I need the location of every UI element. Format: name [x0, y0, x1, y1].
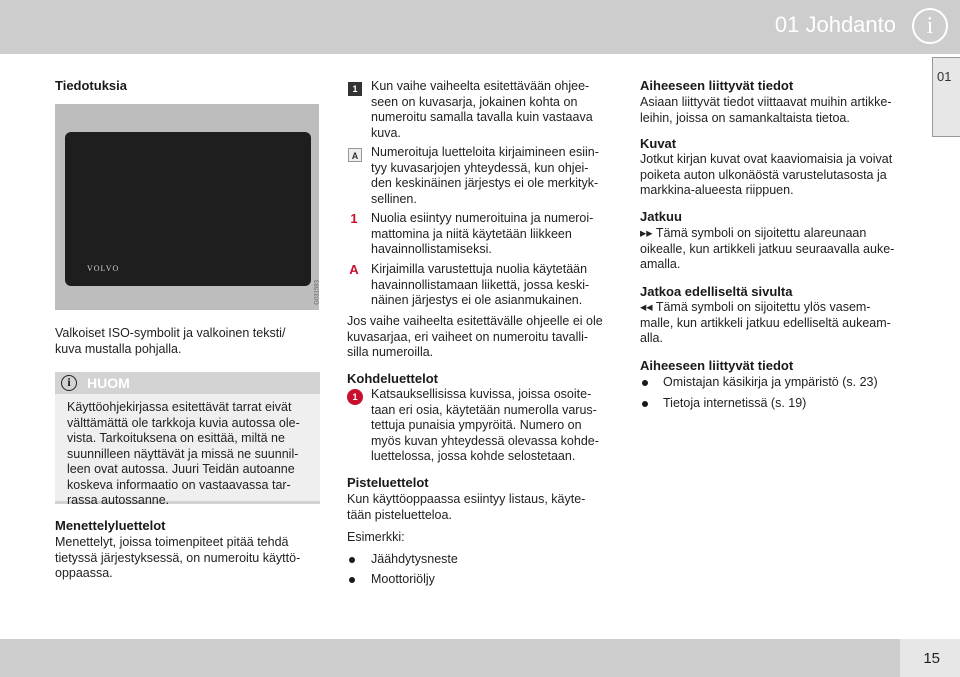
- heading-jatkoa: Jatkoa edelliseltä sivulta: [640, 284, 793, 299]
- chapter-title: 01 Johdanto: [774, 12, 896, 37]
- note-body: Käyttöohjekirjassa esitettävät tarrat eivät välttämättä ole tarkkoja kuvia autossa ole- vista. Tarkoituksena on esittää, miltä ne suunnilleen näyttävät ja missä ne suunnil- leen ovat autossa. Juuri Teidän autoanne koskeva informaatio on vastaavassa tar- rassa autossanne.: [55, 394, 320, 504]
- bullet-dot-icon: [349, 577, 355, 583]
- heading-menettelyluettelot: Menettelyluettelot: [55, 518, 166, 533]
- note-header: [55, 372, 320, 394]
- bullet-dot-icon: [349, 557, 355, 563]
- related-text: Asiaan liittyvät tiedot viittaavat muihin artikke- leihin, joissa on samankaltaista tietoa.: [640, 95, 892, 125]
- item-lettered-lists: Numeroituja luetteloita kirjaimineen esiin- tyy kuvasarjojen yhteydessä, kun ohjei- den keskinäinen järjestys ei ole merkityk- sellinen.: [371, 145, 599, 206]
- menettely-text: Menettelyt, joissa toimenpiteet pitää tehdä tietyssä järjestyksessä, on numeroitu käyttö- oppaassa.: [55, 535, 301, 580]
- piste-text: Kun käyttöoppaassa esiintyy listaus, käyte- tään pisteluetteloa.: [347, 492, 586, 522]
- list-item: Jäähdytysneste: [371, 552, 458, 566]
- jatkuu-text: ▸▸ Tämä symboli on sijoitettu alareunaan oikealle, kun artikkeli jatkuu seuraavalla auke- amalla.: [640, 226, 895, 271]
- heading-related-info: Aiheeseen liittyvät tiedot: [640, 78, 794, 93]
- header-bar: [0, 0, 960, 54]
- red-circle-number-icon: 1: [347, 389, 363, 405]
- heading-jatkuu: Jatkuu: [640, 209, 682, 224]
- list-item: Moottoriöljy: [371, 572, 435, 586]
- bullet-dot-icon: [642, 401, 648, 407]
- related-link-owners-manual[interactable]: Omistajan käsikirja ja ympäristö (s. 23): [663, 375, 878, 389]
- chapter-side-tab-label: 01: [937, 69, 952, 84]
- heading-pisteluettelot: Pisteluettelot: [347, 475, 429, 490]
- item-lettered-arrows: Kirjaimilla varustettuja nuolia käytetään havainnollistamaan liikettä, jossa keski- näinen järjestys ei ole asianmukainen.: [371, 262, 590, 307]
- page-number-tab: [900, 639, 960, 677]
- example-label: Esimerkki:: [347, 530, 405, 544]
- volvo-logo: VOLVO: [87, 264, 120, 273]
- label-photo: [55, 104, 319, 310]
- bullet-dot-icon: [642, 380, 648, 386]
- footer-bar: [0, 639, 960, 677]
- step-number-symbol: 1: [348, 82, 362, 96]
- heading-related-info-2: Aiheeseen liittyvät tiedot: [640, 358, 794, 373]
- continue-arrows-icon: ▸▸: [640, 226, 653, 240]
- related-link-internet-info[interactable]: Tietoja internetissä (s. 19): [663, 396, 807, 410]
- step-letter-symbol: A: [348, 148, 362, 162]
- page-number: 15: [923, 650, 940, 667]
- item-step-images: Kun vaihe vaiheelta esitettävään ohjee- seen on kuvasarja, jokainen kohta on numeroitu samalla tavalla kuin vastaava kuva.: [371, 79, 593, 140]
- image-code: G031593: [315, 280, 321, 305]
- numbered-arrow-icon: 1: [350, 211, 358, 226]
- black-display-panel: [65, 132, 311, 286]
- info-icon: i: [912, 8, 948, 44]
- kuvat-text: Jotkut kirjan kuvat ovat kaaviomaisia ja voivat poiketa auton ulkonäöstä varustelutasosta ja markkina-alueesta riippuen.: [640, 152, 893, 197]
- lettered-arrow-icon: A: [349, 262, 359, 277]
- heading-kuvat: Kuvat: [640, 136, 677, 151]
- note-title: HUOM: [87, 375, 130, 391]
- back-arrows-icon: ◂◂: [640, 300, 653, 314]
- chapter-side-tab[interactable]: [932, 57, 960, 137]
- plain-number-paragraph: Jos vaihe vaiheelta esitettävälle ohjeelle ei ole kuvasarjaa, eri vaiheet on numeroitu tavalli- silla numeroilla.: [347, 314, 603, 359]
- info-icon: i: [61, 375, 77, 391]
- photo-caption: Valkoiset ISO-symbolit ja valkoinen teksti/ kuva mustalla pohjalla.: [55, 326, 286, 356]
- heading-tiedotuksia: Tiedotuksia: [55, 78, 128, 93]
- kohde-text: Katsauksellisissa kuvissa, joissa osoite- taan eri osia, käytetään numerolla varus- tettuja punaisia ympyröitä. Numero on myös kuvan yhteydessä olevassa kohde- luettelossa, jossa kohde selostetaan.: [371, 387, 599, 463]
- jatkoa-text: ◂◂ Tämä symboli on sijoitettu ylös vasem- malle, kun artikkeli jatkuu edelliseltä aukeam- alla.: [640, 300, 891, 345]
- heading-kohdeluettelot: Kohdeluettelot: [347, 371, 438, 386]
- item-numbered-arrows: Nuolia esiintyy numeroituina ja numeroi- mattomina ja niitä käytetään liikkeen havainnollistamiseksi.: [371, 211, 594, 256]
